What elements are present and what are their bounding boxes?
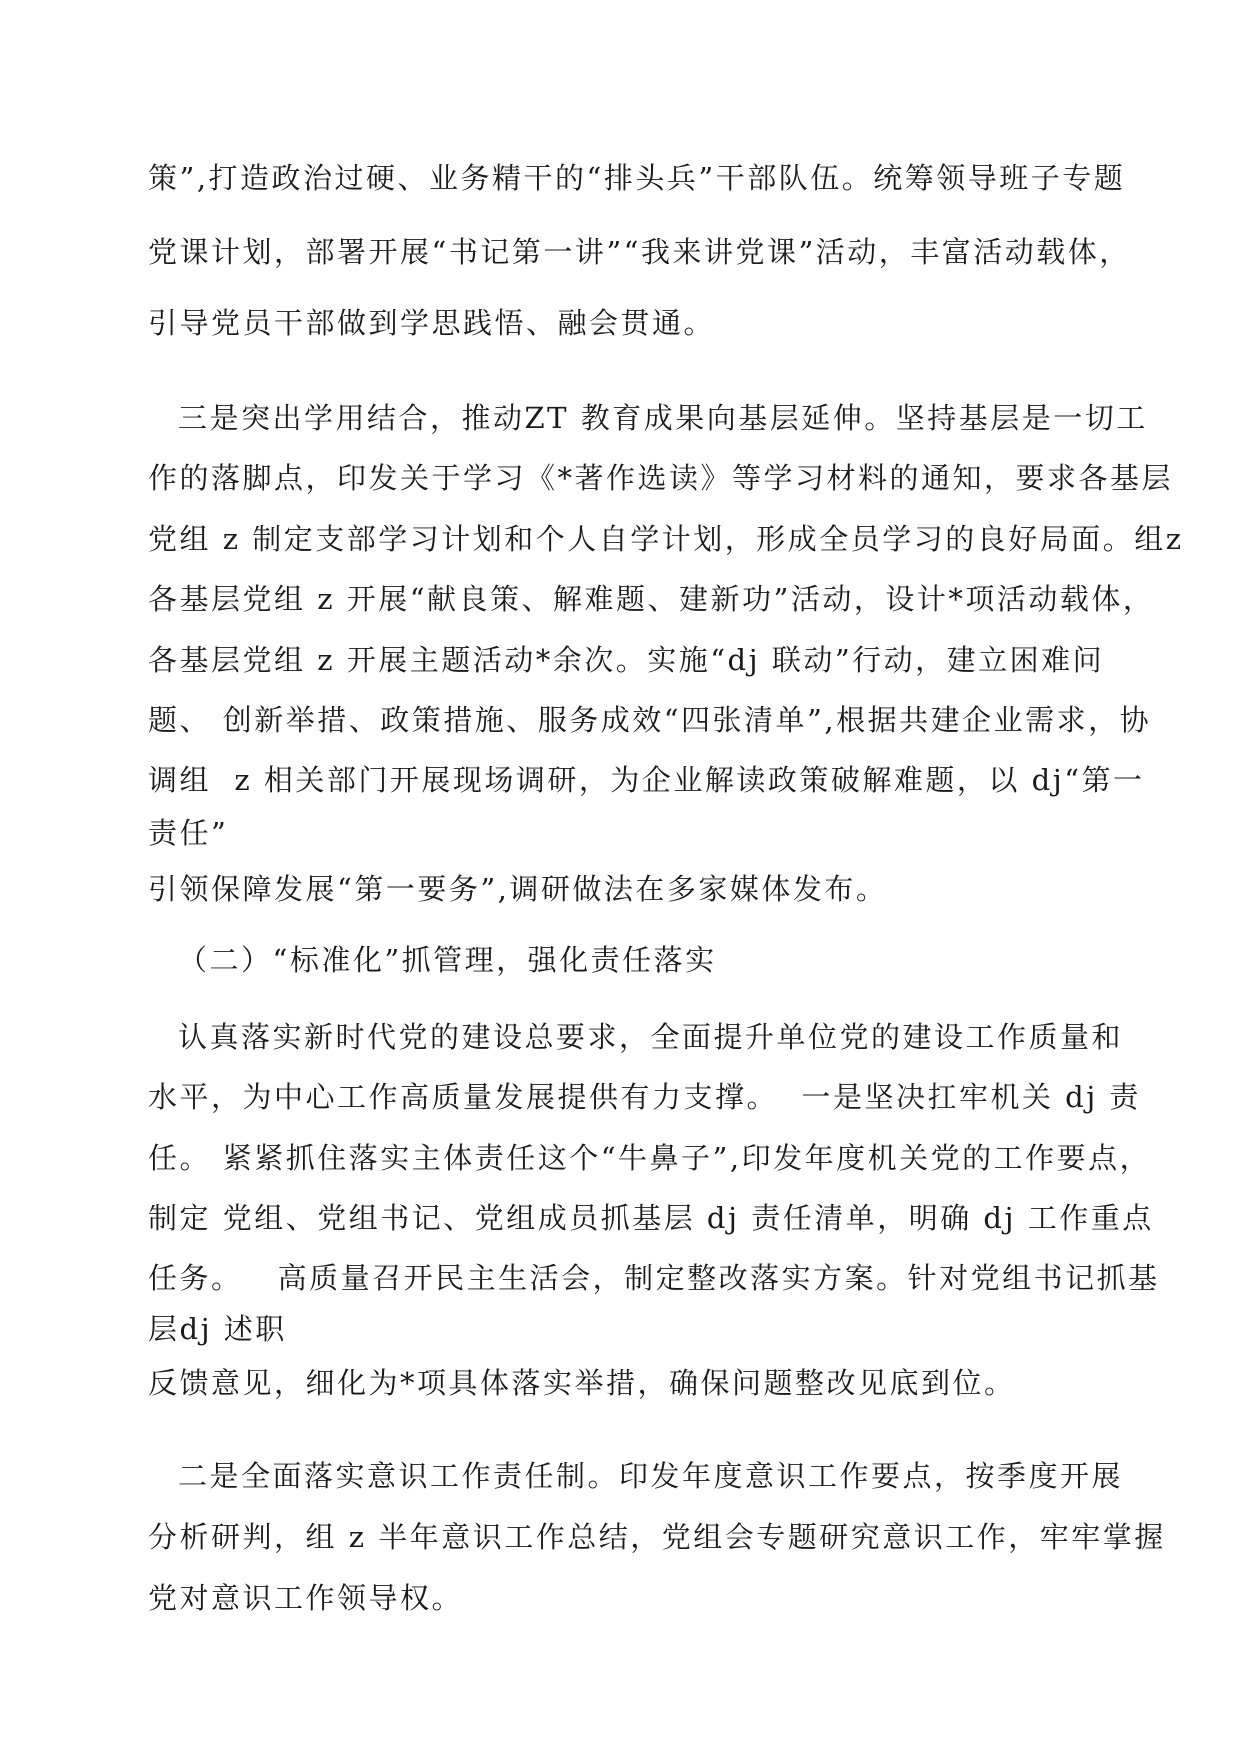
text-line: 题、 创新举措、政策措施、服务成效“四张清单”,根据共建企业需求，协 [148, 703, 1152, 737]
text-line: 认真落实新时代党的建设总要求，全面提升单位党的建设工作质量和 [178, 1020, 1124, 1054]
text-line: 策”,打造政治过硬、业务精干的“排头兵”干部队伍。统筹领导班子专题 [148, 161, 1126, 195]
text-line: 引领保障发展“第一要务”,调研做法在多家媒体发布。 [148, 872, 888, 906]
text-line: 任务。 高质量召开民主生活会，制定整改落实方案。针对党组书记抓基 [148, 1261, 1160, 1295]
text-line: 各基层党组 z 开展“献良策、解难题、建新功”活动，设计*项活动载体， [148, 582, 1155, 616]
text-line: 调组 z 相关部门开展现场调研，为企业解读政策破解难题，以 dj“第一 [148, 763, 1145, 797]
text-line: 分析研判，组 z 半年意识工作总结，党组会专题研究意识工作，牢牢掌握 [148, 1520, 1166, 1554]
text-line: 任。 紧紧抓住落实主体责任这个“牛鼻子”,印发年度机关党的工作要点， [148, 1141, 1152, 1175]
text-line: 作的落脚点，印发关于学习《*著作选读》等学习材料的通知，要求各基层 [148, 461, 1174, 495]
text-line: 各基层党组 z 开展主题活动*余次。实施“dj 联动”行动，建立困难问 [148, 643, 1105, 677]
text-line: 党对意识工作领导权。 [148, 1581, 464, 1615]
text-line: 党组 z 制定支部学习计划和个人自学计划，形成全员学习的良好局面。组z [148, 522, 1184, 556]
text-line: 党课计划，部署开展“书记第一讲”“我来讲党课”活动，丰富活动载体， [148, 235, 1131, 269]
text-line: 水平，为中心工作高质量发展提供有力支撑。 一是坚决扛牢机关 dj 责 [148, 1080, 1141, 1114]
text-line: 制定 党组、党组书记、党组成员抓基层 dj 责任清单，明确 dj 工作重点 [148, 1201, 1154, 1235]
text-line: 三是突出学用结合，推动ZT 教育成果向基层延伸。坚持基层是一切工 [178, 401, 1148, 435]
text-line: 二是全面落实意识工作责任制。印发年度意识工作要点，按季度开展 [178, 1459, 1124, 1493]
text-line: 反馈意见，细化为*项具体落实举措，确保问题整改见底到位。 [148, 1366, 1016, 1400]
section-heading: （二）“标准化”抓管理，强化责任落实 [178, 943, 717, 977]
text-line: 责任” [148, 816, 229, 850]
text-line: 引导党员干部做到学思践悟、融会贯通。 [148, 306, 716, 340]
text-line: 层dj 述职 [148, 1312, 287, 1346]
